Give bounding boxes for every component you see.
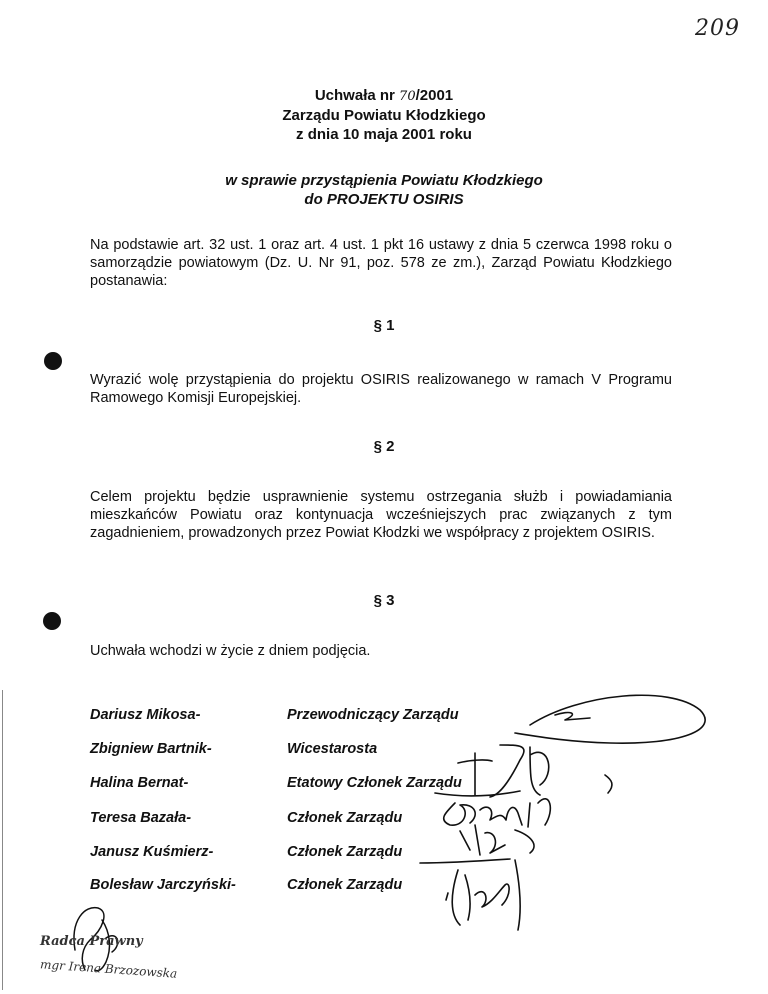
signatory-name: Bolesław Jarczyński- [90, 877, 236, 893]
page-number: 209 [695, 16, 740, 41]
resolution-date: z dnia 10 maja 2001 roku [296, 126, 472, 143]
signatory-role: Członek Zarządu [287, 844, 403, 860]
section-2-text: Celem projektu będzie usprawnienie systemu ostrzegania służb i powiadamiania mieszkańców Powiatu oraz kontynuacja wcześniejszych prac związanych z tym zagadnieniem, prowadzonych przez Powiat Kłodzki we współpracy z projektem OSIRIS. [90, 489, 672, 541]
legal-advisor-stamp [40, 900, 280, 990]
section-1-text: Wyrazić wolę przystąpienia do projektu OSIRIS realizowanego w ramach V Programu Ramowego Komisji Europejskiej. [90, 372, 672, 406]
signatory-name: Halina Bernat- [90, 775, 189, 791]
punch-hole-icon [44, 352, 62, 370]
stamp-name: mgr Irena Brzozowska [39, 957, 178, 981]
subject-line-1: w sprawie przystąpienia Powiatu Kłodzkiego [225, 172, 543, 189]
signatory-role: Wicestarosta [287, 741, 378, 757]
section-3-text: Uchwała wchodzi w życie z dniem podjęcia. [90, 643, 371, 659]
resolution-header [0, 86, 768, 144]
signatory-role: Przewodniczący Zarządu [287, 707, 459, 723]
handwritten-signatures-icon [380, 685, 720, 935]
resolution-subject [0, 171, 768, 209]
signatory-name: Dariusz Mikosa- [90, 707, 201, 723]
signatory-role: Członek Zarządu [287, 877, 403, 893]
signatory-name: Janusz Kuśmierz- [90, 844, 214, 860]
signatory-role: Członek Zarządu [287, 810, 403, 826]
scan-edge-line [2, 690, 3, 990]
punch-hole-icon [43, 612, 61, 630]
signatory-name: Teresa Bazała- [90, 810, 192, 826]
preamble-paragraph: Na podstawie art. 32 ust. 1 oraz art. 4 ust. 1 pkt 16 ustawy z dnia 5 czerwca 1998 roku o samorządzie powiatowym (Dz. U. Nr 91, poz. 578 ze zm.), Zarząd Powiatu Kłodzkiego postanawia: [90, 237, 672, 289]
section-2-mark: § 2 [373, 438, 395, 455]
section-1-mark: § 1 [373, 317, 395, 334]
resolution-number: Uchwała nr 70/2001 [314, 87, 454, 104]
stamp-title: Radca Prawny [40, 934, 143, 949]
signatory-name: Zbigniew Bartnik- [90, 741, 212, 757]
subject-line-2: do PROJEKTU OSIRIS [304, 191, 464, 208]
signatory-role: Etatowy Członek Zarządu [287, 775, 462, 791]
issuing-body: Zarządu Powiatu Kłodzkiego [282, 107, 486, 124]
section-3-mark: § 3 [373, 592, 395, 609]
handwritten-resolution-number: 70 [399, 89, 416, 104]
